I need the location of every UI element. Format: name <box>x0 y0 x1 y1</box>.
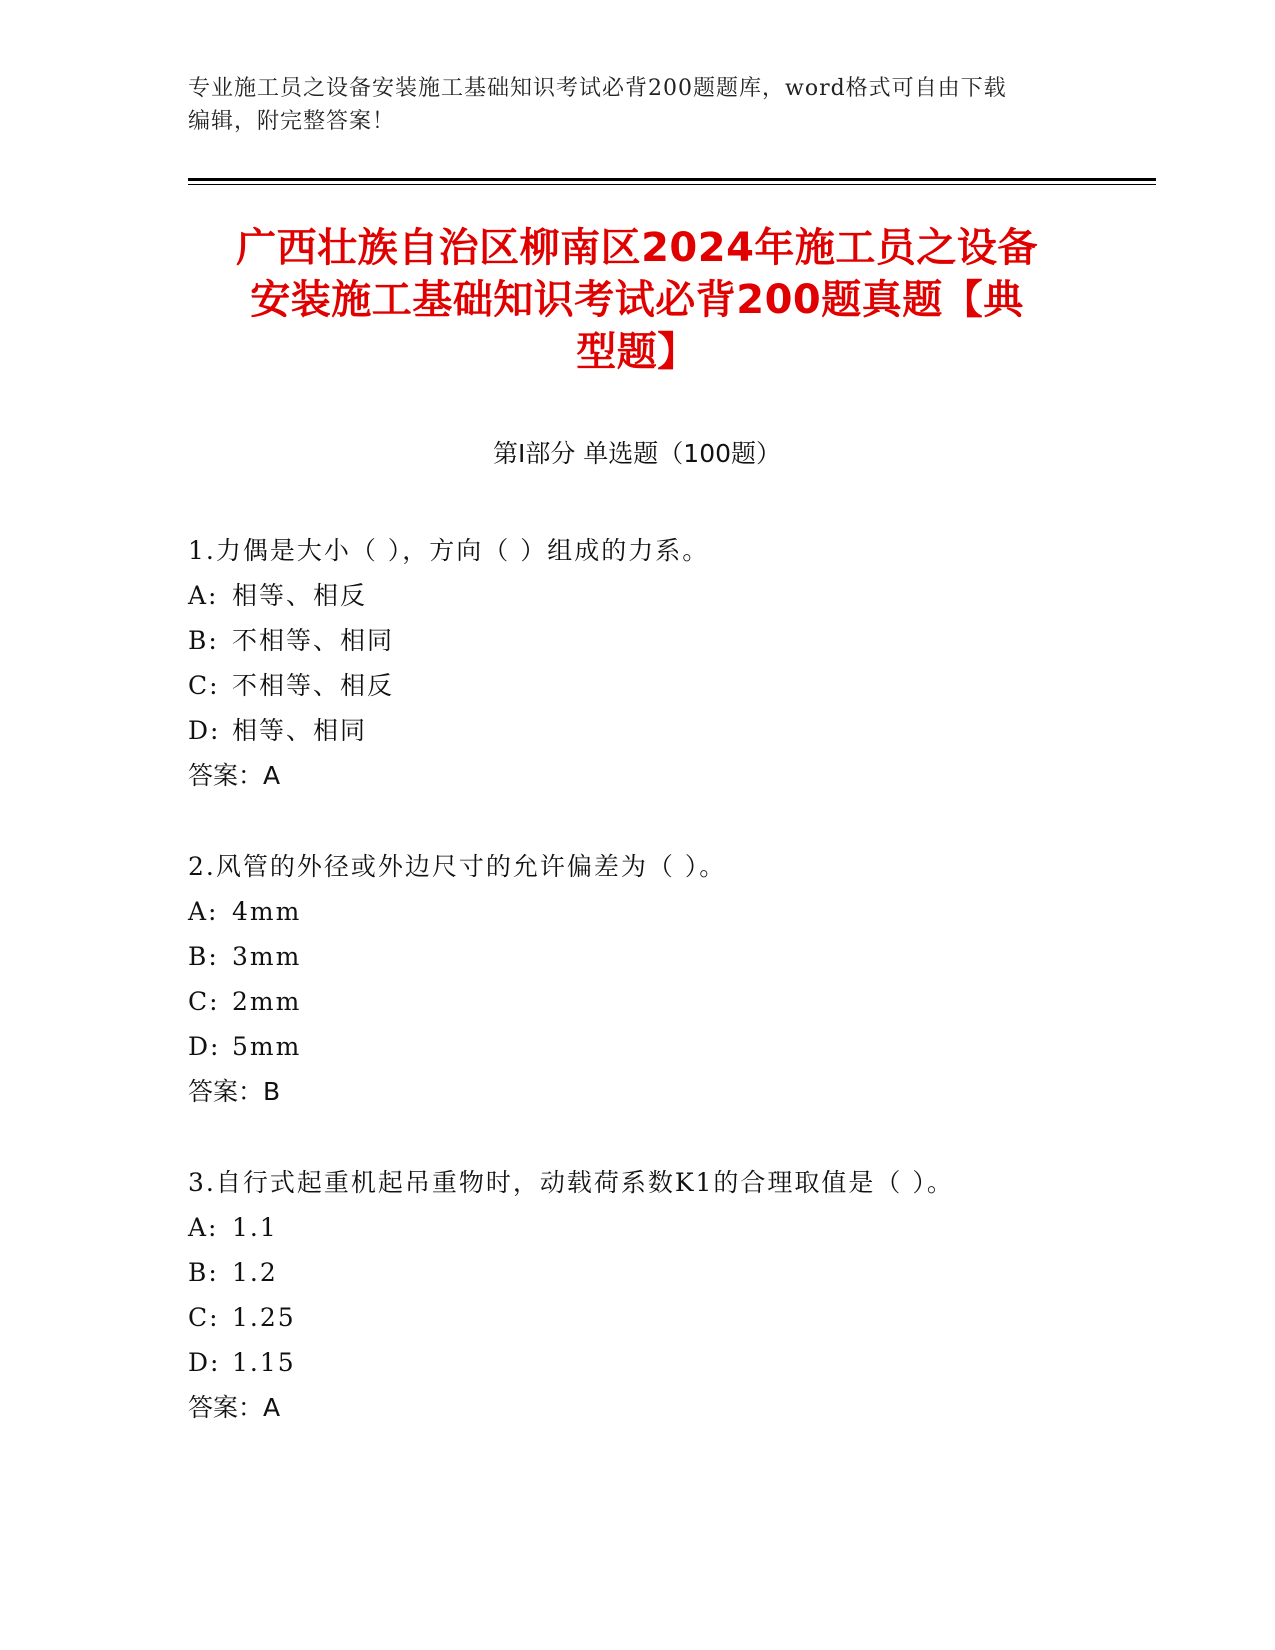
option-key: B: <box>188 626 219 655</box>
option-text: 1.25 <box>232 1303 296 1332</box>
option-b <box>188 618 1148 663</box>
document-title-line-2: 安装施工基础知识考试必背200题真题【典 <box>250 277 1024 323</box>
question-item <box>188 528 1148 798</box>
option-text: 1.2 <box>232 1258 278 1287</box>
option-key: B: <box>188 1258 219 1287</box>
question-item <box>188 1160 1148 1430</box>
section-heading: 第Ⅰ部分 单选题（100题） <box>492 439 782 468</box>
option-text: 3mm <box>232 942 302 971</box>
option-c <box>188 979 1148 1024</box>
option-c <box>188 1295 1148 1340</box>
option-text: 相等、相反 <box>232 581 368 610</box>
option-text: 5mm <box>232 1032 302 1061</box>
option-a <box>188 889 1148 934</box>
option-d <box>188 1340 1148 1385</box>
document-title-line-1: 广西壮族自治区柳南区2024年施工员之设备 <box>236 225 1038 271</box>
question-stem: 1.力偶是大小（ ），方向（ ）组成的力系。 <box>188 536 710 565</box>
answer-line: 答案：B <box>188 1077 281 1106</box>
option-key: A: <box>188 1213 219 1242</box>
option-key: A: <box>188 897 219 926</box>
option-d <box>188 1024 1148 1069</box>
header-note-line-2: 编辑，附完整答案！ <box>188 109 396 134</box>
answer-line: 答案：A <box>188 1393 281 1422</box>
option-text: 2mm <box>232 987 302 1016</box>
question-stem: 2.风管的外径或外边尺寸的允许偏差为（ ）。 <box>188 852 727 881</box>
option-key: D: <box>188 716 221 745</box>
option-b <box>188 934 1148 979</box>
question-stem: 3.自行式起重机起吊重物时，动载荷系数K1的合理取值是（ ）。 <box>188 1168 954 1197</box>
document-title <box>188 222 1086 378</box>
option-key: D: <box>188 1348 221 1377</box>
option-d <box>188 708 1148 753</box>
option-a <box>188 1205 1148 1250</box>
header-note-line-1: 专业施工员之设备安装施工基础知识考试必背200题题库，word格式可自由下载 <box>188 76 1007 101</box>
option-key: B: <box>188 942 219 971</box>
option-c <box>188 663 1148 708</box>
option-b <box>188 1250 1148 1295</box>
option-text: 1.15 <box>232 1348 296 1377</box>
header-rule-thin <box>188 184 1156 185</box>
option-text: 1.1 <box>232 1213 278 1242</box>
header-note <box>188 72 1088 138</box>
option-text: 不相等、相反 <box>232 671 395 700</box>
option-text: 相等、相同 <box>232 716 368 745</box>
option-text: 4mm <box>232 897 302 926</box>
option-a <box>188 573 1148 618</box>
option-text: 不相等、相同 <box>232 626 395 655</box>
option-key: A: <box>188 581 219 610</box>
option-key: C: <box>188 1303 220 1332</box>
option-key: C: <box>188 671 220 700</box>
answer-line: 答案：A <box>188 761 281 790</box>
option-key: D: <box>188 1032 221 1061</box>
header-rule-thick <box>188 178 1156 181</box>
option-key: C: <box>188 987 220 1016</box>
document-title-line-3: 型题】 <box>576 329 698 375</box>
question-item <box>188 844 1148 1114</box>
question-list <box>188 528 1148 1476</box>
